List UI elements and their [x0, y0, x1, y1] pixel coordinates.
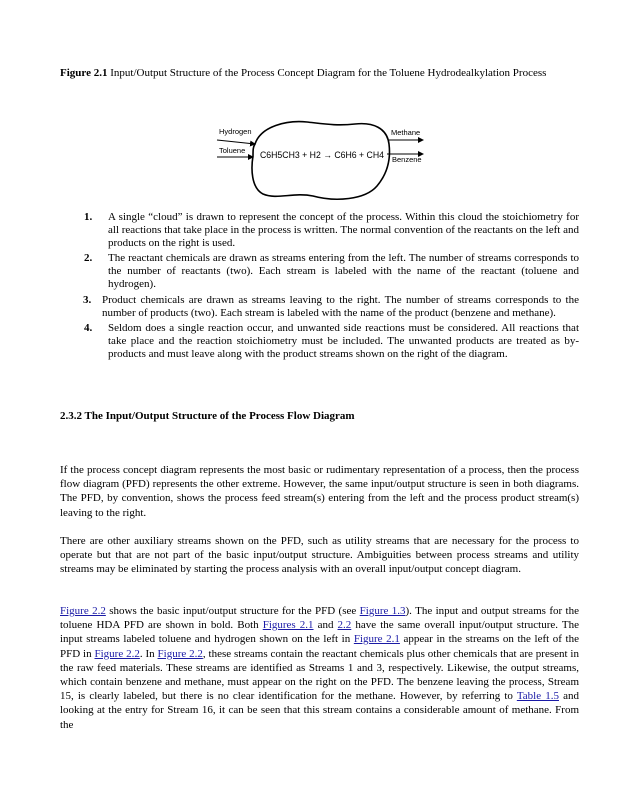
paragraph-text: have the same overall input/output structure. The input streams labeled toluene and hydrogen shown on the left in — [60, 619, 580, 646]
link-2-2[interactable]: 2.2 — [337, 619, 352, 632]
list-item — [78, 211, 579, 249]
paragraph-text: ). The input and output streams for the toluene HDA PFD are shown in bold. Both — [60, 605, 579, 632]
list-item — [78, 322, 579, 360]
list-item-text: The reactant chemicals are drawn as streams entering from the left. The number of streams corresponds to the number of reactants (two). Each stream is labeled with the name of the reactant (toluene and hydrogen). — [108, 252, 579, 290]
paragraph-text: . In — [139, 647, 158, 660]
figure-caption — [60, 66, 579, 80]
list-item-text: Seldom does a single reaction occur, and unwanted side reactions must be considered. All reactions that take place and the reaction stoichiometry must be included. The unwanted products are treated as by-products and must leave along with the product streams shown on the right of the diagram. — [108, 322, 579, 360]
toluene-label: Toluene — [219, 146, 246, 155]
list-item-text: A single “cloud” is drawn to represent the concept of the process. Within this cloud the stoichiometry for all reactions that take place in the process is written. The normal convention of the reactants on the left and products on the right is used. — [108, 211, 579, 249]
link-figure-2-2[interactable]: Figure 2.2 — [60, 605, 106, 617]
figure-caption-text: Input/Output Structure of the Process Concept Diagram for the Toluene Hydrodealkylation Process — [107, 67, 547, 79]
paragraph-text: , these streams contain the reactant chemicals plus other chemicals that are present in the raw feed materials. These streams are identified as Streams 1 and 3, respectively. Likewise, the output streams, which contain benzene and methane, must appear on the right on the PFD. The benzene leaving the process, Stream 15, is clearly labeled, but there is no clear identification for the methane. However, by referring to — [60, 647, 579, 703]
numbered-list — [78, 211, 579, 364]
list-item-number: 2. — [84, 252, 93, 265]
link-table-1-5[interactable]: Table 1.5 — [516, 690, 559, 703]
benzene-label: Benzene — [392, 155, 422, 164]
paragraph-text: appear in the streams on the left of the PFD in — [60, 633, 579, 660]
list-item-number: 1. — [84, 211, 93, 223]
paragraph-text: and — [313, 619, 338, 632]
paragraph-3 — [60, 604, 579, 732]
hydrogen-stream-arrow — [217, 140, 255, 144]
figure-label: Figure 2.1 — [60, 67, 108, 79]
paragraph-text: shows the basic input/output structure for the PFD (see — [105, 605, 360, 617]
link-figure-2-2c[interactable]: Figure 2.2 — [157, 647, 203, 660]
process-cloud — [252, 122, 389, 200]
link-figure-2-1[interactable]: Figure 2.1 — [353, 633, 400, 646]
list-item-number: 4. — [84, 322, 93, 335]
list-item-text: Product chemicals are drawn as streams leaving to the right. The number of streams corresponds to the number of products (two). Each stream is labeled with the name of the product (benzene and methane). — [102, 293, 579, 319]
paragraph-1: If the process concept diagram represents the most basic or rudimentary representation of a process, then the process flow diagram (PFD) represents the other extreme. However, the same input/output structure is seen in both diagrams. The PFD, by convention, shows the process feed stream(s) entering from the left and the process product stream(s) leaving to the right. — [60, 464, 579, 519]
process-concept-diagram — [215, 116, 425, 204]
paragraph-2: There are other auxiliary streams shown on the PFD, such as utility streams that are necessary for the process to operate but that are not part of the basic input/output structure. Ambiguities between process streams and utility streams may be eliminated by starting the process analysis with an overall input/output concept diagram. — [60, 535, 579, 576]
list-item-number: 3. — [83, 293, 92, 306]
methane-label: Methane — [391, 128, 421, 137]
link-figures-2-1[interactable]: Figures 2.1 — [262, 619, 314, 632]
reaction-equation: C6H5CH3 + H2 → C6H6 + CH4 — [260, 150, 384, 160]
section-heading: 2.3.2 The Input/Output Structure of the Process Flow Diagram — [60, 410, 355, 422]
link-figure-1-3[interactable]: Figure 1.3 — [359, 605, 406, 617]
paragraph-text: and looking at the entry for Stream 16, it can be seen that this stream contains a considerable amount of methane. From the — [60, 690, 579, 731]
link-figure-2-2b[interactable]: Figure 2.2 — [94, 647, 140, 660]
hydrogen-label: Hydrogen — [219, 127, 252, 136]
list-item — [78, 294, 579, 320]
list-item — [78, 252, 579, 290]
